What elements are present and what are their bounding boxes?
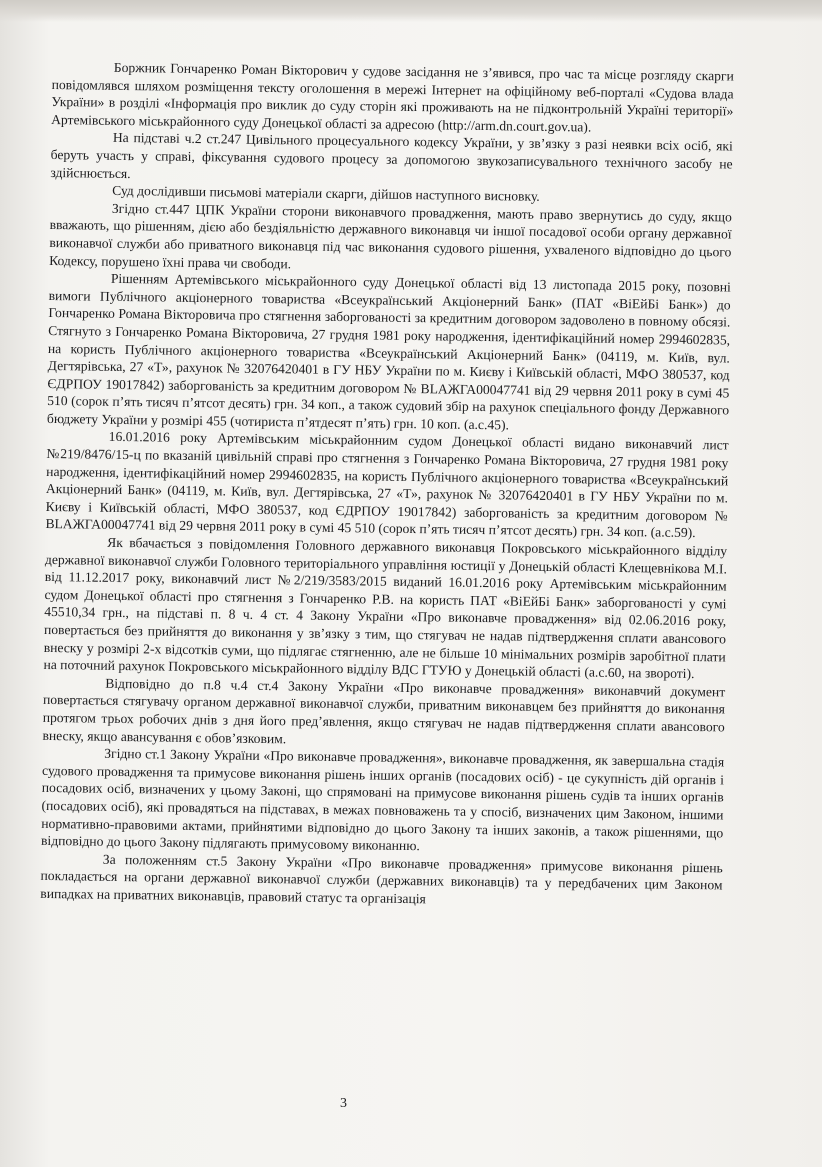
paragraph-no-recording: На підставі ч.2 ст.247 Цивільного процесуального кодексу України, у зв’язку з разі неявки всіх осіб, які беруть участь у справі, фіксування судового процесу за допомогою звукозаписувального технічного засобу не здійснюється. <box>50 130 733 181</box>
paragraph-writ-issued: 16.01.2016 року Артемівським міськрайонним судом Донецької області видано виконавчий лист №219/8476/15-ц по вказаній цивільній справі про стягнення з Гончаренко Романа Вікторовича, 27 грудня 1981 року народження, ідентифікаційний номер 2994602835, на користь Публічного акціонерного товариства «Всеукраїнський Акціонерний Банк» (04119, м. Київ, вул. Дегтярівська, 27 «Т», рахунок № 32076420401 в ГУ НБУ України по м. Києву і Київській області, МФО 380537, код ЄДРПОУ 19017842) заборгованість за кредитним договором № BLАЖГА00047741 від 29 червня 2011 року в сумі 45 510 (сорок п’ять тисяч п’ятсот десять) грн. 34 коп. (а.с.59). <box>45 429 729 541</box>
scan-top-edge <box>0 0 822 22</box>
paragraph-court-decision: Рішенням Артемівського міськрайонного суду Донецької області від 13 листопада 2015 року, позовні вимоги Публічного акціонерного товариства «Всеукраїнський Акціонерний Банк» (ПАТ «ВіЕйБі Банк») до Гончаренко Романа Вікторовича про стягнення заборгованості за кредитним договором задоволено в повному обсязі. Стягнуто з Гончаренко Романа Вікторовича, 27 грудня 1981 року народження, ідентифікаційний номер 2994602835, на користь Публічного акціонерного товариства «Всеукраїнський Акціонерний Банк» (04119, м. Київ, вул. Дегтярівська, 27 «Т», рахунок № 32076420401 в ГУ НБУ України по м. Києву і Київській області, МФО 380537, код ЄДРПОУ 19017842) заборгованість за кредитним договором № BLАЖГА00047741 від 29 червня 2011 року в сумі 45 510 (сорок п’ять тисяч п’ятсот десять) грн. 34 коп., а також судовий збір на рахунок спеціального фонду Державного бюджету України у розмірі 455 (чотириста п’ятдесят п’ять) грн. 10 коп. (а.с.45). <box>46 270 731 433</box>
paragraph-debtor-absence: Боржник Гончаренко Роман Вікторович у судове засідання не з’явився, про час та місце розгляду скарги повідомлявся шляхом розміщення тексту оголошення в мережі Інтернет на офіційному веб-порталі «Судова влада України» в розділі «Інформація про виклик до суду сторін які проживають на не підконтрольній Україні території» Артемівського міськрайонного суду Донецької області за адресою (http://arm.dn.court.gov.ua). <box>51 59 734 135</box>
paragraph-law-article-4: Відповідно до п.8 ч.4 ст.4 Закону України «Про виконавче провадження» виконавчий документ повертається стягувачу органом державної виконавчої служби, приватним виконавцем без прийняття до виконання протягом трьох робочих днів з дня його пред’явлення, якщо стягувач не надав підтвердження сплати авансового внеску, якщо авансування є обов’язковим. <box>42 675 726 746</box>
paragraph-article-447: Згідно ст.447 ЦПК України сторони виконавчого провадження, мають право звернутись до суду, якщо вважають, що рішенням, дією або бездіяльністю державного виконавця чи іншої посадової особи органу державної виконавчої служби або приватного виконавця під час виконання судового рішення, ухваленого відповідно до цього Кодексу, порушено їхні права чи свободи. <box>49 200 732 271</box>
paragraph-law-article-5: За положенням ст.5 Закону України «Про виконавче провадження» примусове виконання рішень покладається на органи державної виконавчої служби (державних виконавців) та у передбачених цим Законом випадках на приватних виконавців, правовий статус та організація <box>40 851 723 907</box>
paragraph-law-article-1: Згідно ст.1 Закону України «Про виконавче провадження», виконавче провадження, як завершальна стадія судового провадження та примусове виконання рішень інших органів (посадових осіб) - це сукупність дій органів і посадових осіб, визначених у цьому Законі, що спрямовані на примусове виконання рішень судів та інших органів (посадових осіб), які провадяться на підставах, в межах повноважень та у спосіб, визначених цим Законом, іншими нормативно-правовими актами, прийнятими відповідно до цього Закону та інших законів, а також рішеннями, що відповідно до цього Закону підлягають примусовому виконанню. <box>40 745 725 854</box>
paragraph-executor-notice: Як вбачається з повідомлення Головного державного виконавця Покровського міськрайонного відділу державної виконавчої служби Головного територіального управління юстиції у Донецькій області Клещевнікова М.І. від 11.12.2017 року, виконавчий лист №2/219/3583/2015 виданий 16.01.2016 року Артемівським міськрайонним судом Донецької області про стягнення з Гончаренко Р.В. на користь ПАТ «ВіЕйБі Банк» заборгованості у сумі 45510,34 грн., на підставі п. 8 ч. 4 ст. 4 Закону України «Про виконавче провадження» від 02.06.2016 року, повертається без прийняття до виконання у зв’язку з тим, що стягувач не надав підтвердження сплати авансового внеску у розмірі 2-х відсотків суми, що підлягає стягненню, але не більше 10 мінімальних розмірів заробітної плати на поточний рахунок Покровського міськрайонного відділу ВДС ГТУЮ у Донецькій області (а.с.60, на звороті). <box>43 534 728 682</box>
page-number: 3 <box>340 1096 347 1111</box>
paragraph-court-conclusion: Суд дослідивши письмові матеріали скарги, дійшов наступного висновку. <box>112 183 540 204</box>
document-body <box>40 58 734 912</box>
